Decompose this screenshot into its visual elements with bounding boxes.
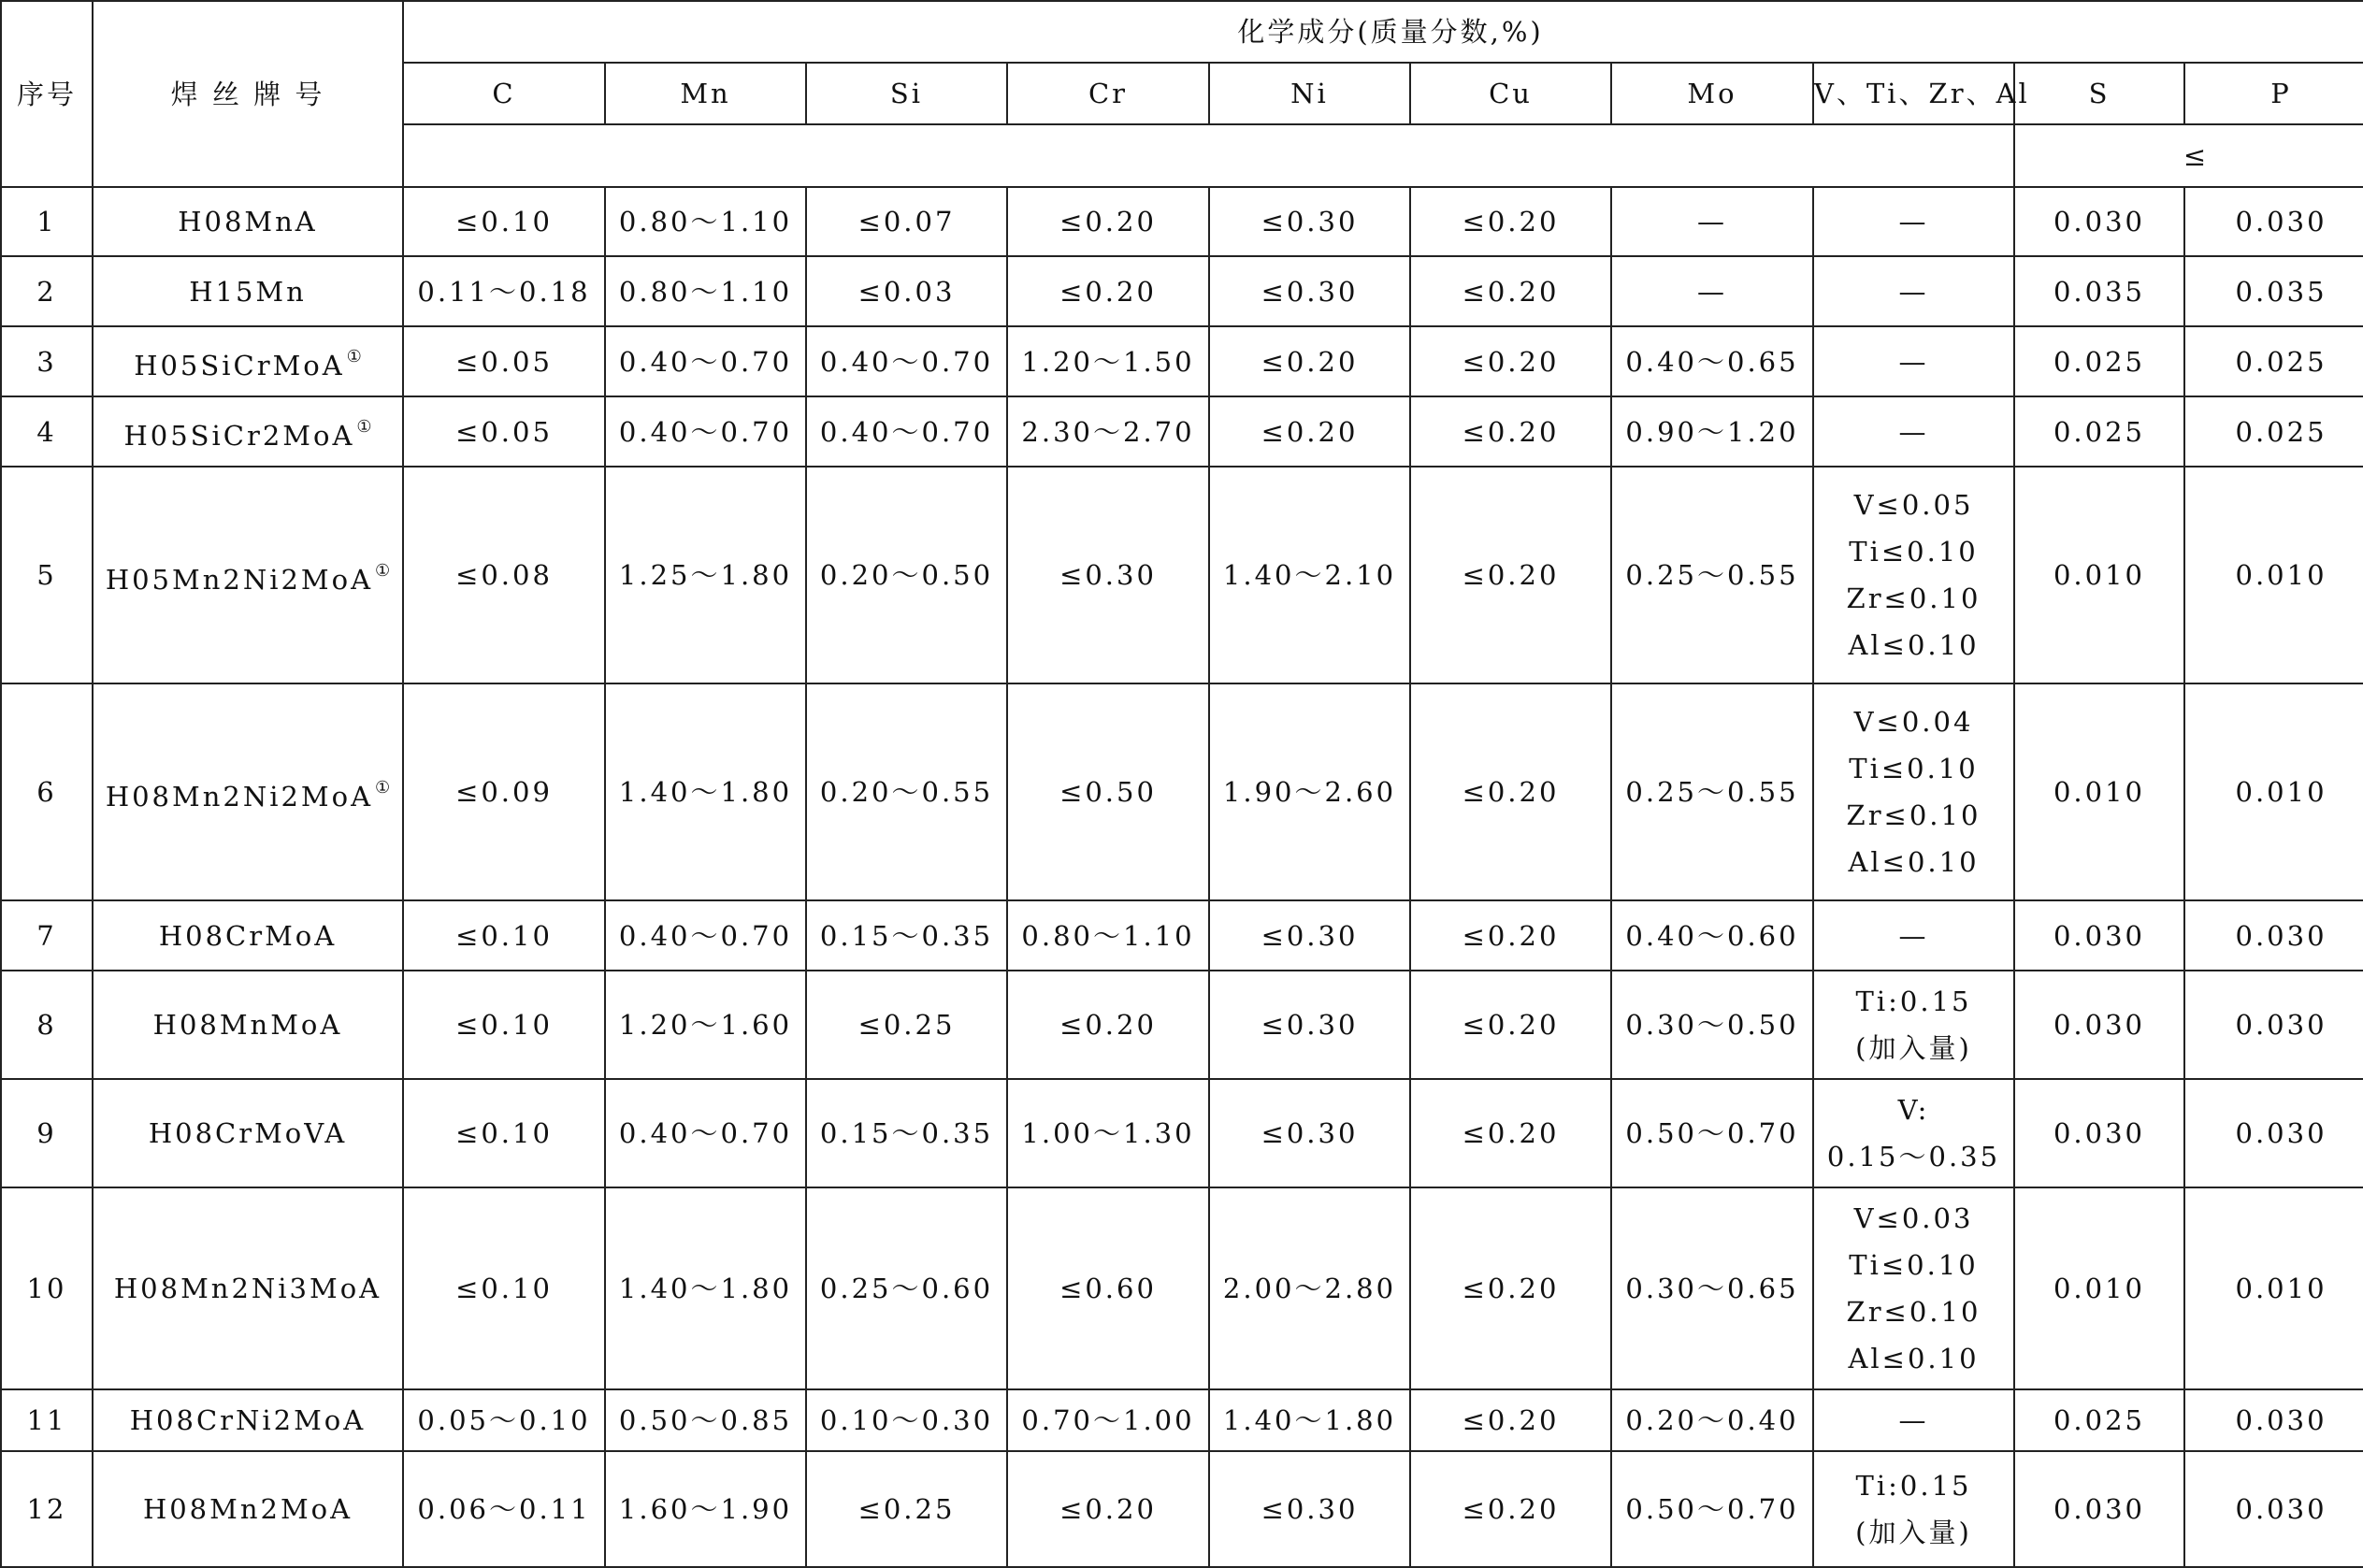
wire-grade-text: H08Mn2Ni2MoA: [105, 780, 374, 813]
cell-wire: [93, 256, 403, 326]
cell-no: 5: [1, 467, 93, 683]
header-element-ni: Ni: [1209, 63, 1410, 124]
header-element-cu: Cu: [1410, 63, 1611, 124]
cell-p: 0.010: [2184, 1187, 2363, 1389]
cell-p: 0.030: [2184, 1451, 2363, 1567]
cell-cu: ≤0.20: [1410, 326, 1611, 396]
cell-cu: ≤0.20: [1410, 187, 1611, 256]
cell-s: 0.025: [2014, 1389, 2184, 1451]
cell-wire: [93, 326, 403, 396]
cell-wire: [93, 1451, 403, 1567]
cell-mo: 0.50～0.70: [1611, 1079, 1813, 1187]
cell-cu: ≤0.20: [1410, 1389, 1611, 1451]
cell-p: 0.010: [2184, 467, 2363, 683]
cell-mn: 0.80～1.10: [605, 256, 806, 326]
cell-c: 0.06～0.11: [403, 1451, 605, 1567]
cell-p: 0.010: [2184, 683, 2363, 900]
cell-cr: ≤0.60: [1007, 1187, 1209, 1389]
wire-grade-text: H15Mn: [189, 275, 307, 308]
cell-mn: 1.40～1.80: [605, 683, 806, 900]
cell-cr: ≤0.20: [1007, 1451, 1209, 1567]
cell-cr: 2.30～2.70: [1007, 396, 1209, 467]
table-row: [1, 1187, 2363, 1389]
cell-vtizral: [1813, 187, 2014, 256]
vtizral-line: (加入量): [1855, 1032, 1972, 1064]
wire-grade-text: H05SiCrMoA: [134, 350, 345, 381]
wire-grade-text: H08CrMoA: [158, 919, 338, 952]
cell-s: 0.030: [2014, 1451, 2184, 1567]
cell-p: 0.035: [2184, 256, 2363, 326]
footnote-mark: ①: [375, 777, 391, 798]
cell-c: ≤0.09: [403, 683, 605, 900]
header-element-cr: Cr: [1007, 63, 1209, 124]
vtizral-line: Ti≤0.10: [1849, 753, 1979, 784]
cell-c: ≤0.10: [403, 971, 605, 1079]
table-body: [1, 187, 2363, 1567]
cell-s: 0.030: [2014, 187, 2184, 256]
cell-c: ≤0.10: [403, 1187, 605, 1389]
header-element-p: P: [2184, 63, 2363, 124]
cell-vtizral: [1813, 683, 2014, 900]
cell-ni: 1.40～1.80: [1209, 1389, 1410, 1451]
wire-grade-text: H08MnMoA: [152, 1009, 343, 1041]
cell-mn: 0.40～0.70: [605, 396, 806, 467]
cell-cr: ≤0.30: [1007, 467, 1209, 683]
cell-no: 2: [1, 256, 93, 326]
cell-vtizral: [1813, 1187, 2014, 1389]
cell-ni: ≤0.30: [1209, 900, 1410, 971]
header-blank-cell: [403, 124, 2014, 187]
table-row: [1, 1451, 2363, 1567]
cell-cu: ≤0.20: [1410, 467, 1611, 683]
cell-cu: ≤0.20: [1410, 1187, 1611, 1389]
cell-mo: 0.30～0.65: [1611, 1187, 1813, 1389]
wire-grade-text: H08Mn2MoA: [142, 1493, 353, 1525]
vtizral-line: Zr≤0.10: [1846, 799, 1981, 831]
vtizral-line: V≤0.03: [1853, 1202, 1974, 1234]
cell-cu: ≤0.20: [1410, 971, 1611, 1079]
vtizral-line: (加入量): [1855, 1517, 1972, 1548]
cell-ni: ≤0.30: [1209, 1079, 1410, 1187]
table-row: [1, 256, 2363, 326]
cell-s: 0.025: [2014, 396, 2184, 467]
cell-ni: ≤0.30: [1209, 1451, 1410, 1567]
cell-cr: ≤0.20: [1007, 971, 1209, 1079]
cell-no: 10: [1, 1187, 93, 1389]
cell-s: 0.010: [2014, 1187, 2184, 1389]
cell-mo: 0.25～0.55: [1611, 467, 1813, 683]
header-wire-grade: 焊 丝 牌 号: [93, 1, 403, 187]
cell-c: ≤0.05: [403, 396, 605, 467]
cell-mn: 1.60～1.90: [605, 1451, 806, 1567]
vtizral-line: —: [1898, 275, 1929, 308]
header-element-vtizral: V、Ti、Zr、Al: [1813, 63, 2014, 124]
cell-vtizral: [1813, 1451, 2014, 1567]
cell-p: 0.030: [2184, 900, 2363, 971]
vtizral-line: —: [1898, 415, 1929, 448]
cell-si: 0.10～0.30: [806, 1389, 1007, 1451]
cell-si: 0.25～0.60: [806, 1187, 1007, 1389]
vtizral-line: 0.15～0.35: [1826, 1141, 2001, 1172]
cell-c: ≤0.10: [403, 187, 605, 256]
header-element-mn: Mn: [605, 63, 806, 124]
cell-vtizral: [1813, 256, 2014, 326]
cell-mo: 0.30～0.50: [1611, 971, 1813, 1079]
cell-wire: [93, 187, 403, 256]
cell-cu: ≤0.20: [1410, 1451, 1611, 1567]
footnote-mark: ①: [356, 417, 372, 437]
cell-cr: 0.80～1.10: [1007, 900, 1209, 971]
table-row: [1, 187, 2363, 256]
cell-vtizral: [1813, 1389, 2014, 1451]
cell-si: 0.20～0.50: [806, 467, 1007, 683]
cell-mo: 0.40～0.60: [1611, 900, 1813, 971]
cell-mn: 1.20～1.60: [605, 971, 806, 1079]
cell-no: 8: [1, 971, 93, 1079]
cell-cr: 1.00～1.30: [1007, 1079, 1209, 1187]
cell-si: 0.40～0.70: [806, 396, 1007, 467]
cell-cu: ≤0.20: [1410, 1079, 1611, 1187]
cell-p: 0.030: [2184, 1389, 2363, 1451]
wire-grade-text: H05Mn2Ni2MoA: [105, 563, 374, 596]
cell-mn: 0.40～0.70: [605, 326, 806, 396]
cell-wire: [93, 396, 403, 467]
cell-mo: 0.50～0.70: [1611, 1451, 1813, 1567]
header-element-c: C: [403, 63, 605, 124]
wire-grade-text: H08MnA: [178, 206, 318, 237]
cell-cu: ≤0.20: [1410, 683, 1611, 900]
cell-c: ≤0.05: [403, 326, 605, 396]
cell-ni: ≤0.20: [1209, 396, 1410, 467]
cell-cr: ≤0.20: [1007, 256, 1209, 326]
cell-no: 6: [1, 683, 93, 900]
cell-p: 0.030: [2184, 187, 2363, 256]
header-element-mo: Mo: [1611, 63, 1813, 124]
cell-no: 4: [1, 396, 93, 467]
cell-mo: 0.25～0.55: [1611, 683, 1813, 900]
cell-no: 1: [1, 187, 93, 256]
cell-mo: 0.90～1.20: [1611, 396, 1813, 467]
table-row: [1, 326, 2363, 396]
cell-si: 0.15～0.35: [806, 900, 1007, 971]
cell-mo: 0.20～0.40: [1611, 1389, 1813, 1451]
table-row: [1, 900, 2363, 971]
cell-cr: 0.70～1.00: [1007, 1389, 1209, 1451]
cell-wire: [93, 971, 403, 1079]
cell-c: 0.11～0.18: [403, 256, 605, 326]
cell-vtizral: [1813, 467, 2014, 683]
cell-cu: ≤0.20: [1410, 900, 1611, 971]
wire-grade-text: H08CrNi2MoA: [129, 1404, 367, 1436]
cell-mo: 0.40～0.65: [1611, 326, 1813, 396]
cell-no: 11: [1, 1389, 93, 1451]
wire-grade-text: H08CrMoVA: [148, 1117, 348, 1149]
cell-mn: 0.80～1.10: [605, 187, 806, 256]
cell-si: 0.15～0.35: [806, 1079, 1007, 1187]
wire-grade-text: H08Mn2Ni3MoA: [113, 1273, 382, 1304]
cell-mn: 0.50～0.85: [605, 1389, 806, 1451]
cell-ni: 1.40～2.10: [1209, 467, 1410, 683]
footnote-mark: ①: [346, 347, 362, 367]
vtizral-line: Ti:0.15: [1855, 985, 1972, 1017]
cell-cr: 1.20～1.50: [1007, 326, 1209, 396]
cell-si: ≤0.03: [806, 256, 1007, 326]
cell-c: 0.05～0.10: [403, 1389, 605, 1451]
cell-wire: [93, 1187, 403, 1389]
header-element-si: Si: [806, 63, 1007, 124]
vtizral-line: Zr≤0.10: [1846, 1296, 1981, 1328]
vtizral-line: V≤0.05: [1853, 489, 1974, 521]
cell-s: 0.030: [2014, 1079, 2184, 1187]
vtizral-line: Ti:0.15: [1855, 1470, 1972, 1502]
cell-wire: [93, 467, 403, 683]
cell-ni: 1.90～2.60: [1209, 683, 1410, 900]
vtizral-line: Ti≤0.10: [1849, 1249, 1979, 1281]
footnote-mark: ①: [375, 560, 391, 581]
cell-p: 0.030: [2184, 971, 2363, 1079]
table-row: [1, 1079, 2363, 1187]
cell-s: 0.010: [2014, 467, 2184, 683]
cell-c: ≤0.10: [403, 900, 605, 971]
cell-mo: —: [1611, 256, 1813, 326]
cell-no: 12: [1, 1451, 93, 1567]
cell-cu: ≤0.20: [1410, 256, 1611, 326]
cell-ni: ≤0.30: [1209, 971, 1410, 1079]
cell-si: 0.40～0.70: [806, 326, 1007, 396]
header-seq: 序号: [1, 1, 93, 187]
table-row: [1, 396, 2363, 467]
wire-grade-text: H05SiCr2MoA: [123, 420, 355, 452]
vtizral-line: —: [1898, 345, 1929, 378]
cell-vtizral: [1813, 900, 2014, 971]
cell-mn: 0.40～0.70: [605, 900, 806, 971]
cell-cu: ≤0.20: [1410, 396, 1611, 467]
cell-mn: 1.25～1.80: [605, 467, 806, 683]
cell-wire: [93, 900, 403, 971]
cell-s: 0.035: [2014, 256, 2184, 326]
cell-ni: ≤0.30: [1209, 187, 1410, 256]
cell-ni: ≤0.30: [1209, 256, 1410, 326]
cell-mo: —: [1611, 187, 1813, 256]
cell-wire: [93, 1389, 403, 1451]
cell-c: ≤0.08: [403, 467, 605, 683]
cell-si: ≤0.07: [806, 187, 1007, 256]
cell-vtizral: [1813, 326, 2014, 396]
cell-wire: [93, 683, 403, 900]
cell-mn: 1.40～1.80: [605, 1187, 806, 1389]
vtizral-line: —: [1898, 206, 1929, 237]
cell-si: ≤0.25: [806, 1451, 1007, 1567]
header-element-s: S: [2014, 63, 2184, 124]
cell-p: 0.025: [2184, 326, 2363, 396]
cell-c: ≤0.10: [403, 1079, 605, 1187]
cell-no: 3: [1, 326, 93, 396]
cell-vtizral: [1813, 971, 2014, 1079]
header-composition: 化学成分(质量分数,%): [403, 1, 2363, 63]
header-le-symbol: ≤: [2014, 124, 2363, 187]
vtizral-line: Al≤0.10: [1848, 1343, 1980, 1374]
cell-s: 0.025: [2014, 326, 2184, 396]
table-row: [1, 971, 2363, 1079]
cell-ni: 2.00～2.80: [1209, 1187, 1410, 1389]
vtizral-line: Zr≤0.10: [1846, 583, 1981, 614]
cell-no: 7: [1, 900, 93, 971]
vtizral-line: Ti≤0.10: [1849, 536, 1979, 568]
vtizral-line: Al≤0.10: [1848, 629, 1980, 661]
cell-vtizral: [1813, 1079, 2014, 1187]
cell-wire: [93, 1079, 403, 1187]
cell-p: 0.030: [2184, 1079, 2363, 1187]
cell-si: 0.20～0.55: [806, 683, 1007, 900]
table-row: [1, 683, 2363, 900]
cell-cr: ≤0.20: [1007, 187, 1209, 256]
vtizral-line: V≤0.04: [1853, 706, 1974, 738]
cell-si: ≤0.25: [806, 971, 1007, 1079]
cell-ni: ≤0.20: [1209, 326, 1410, 396]
vtizral-line: V:: [1897, 1094, 1930, 1126]
cell-s: 0.030: [2014, 900, 2184, 971]
cell-p: 0.025: [2184, 396, 2363, 467]
vtizral-line: —: [1898, 919, 1929, 952]
cell-cr: ≤0.50: [1007, 683, 1209, 900]
cell-s: 0.010: [2014, 683, 2184, 900]
table-row: [1, 1389, 2363, 1451]
table-row: [1, 467, 2363, 683]
cell-vtizral: [1813, 396, 2014, 467]
cell-s: 0.030: [2014, 971, 2184, 1079]
vtizral-line: —: [1898, 1404, 1929, 1436]
vtizral-line: Al≤0.10: [1848, 846, 1980, 878]
cell-no: 9: [1, 1079, 93, 1187]
cell-mn: 0.40～0.70: [605, 1079, 806, 1187]
